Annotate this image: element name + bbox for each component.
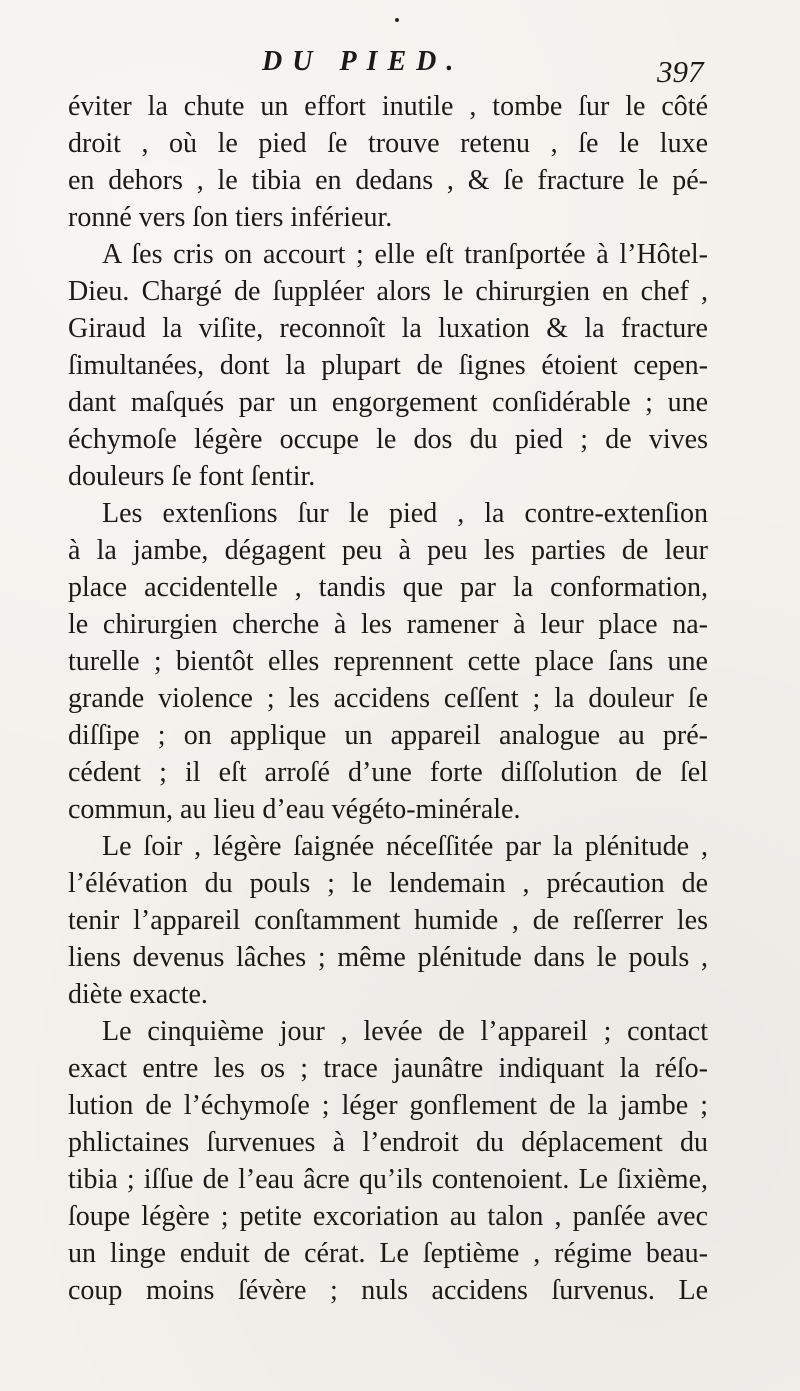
- text-line: l’élévation du pouls ; le lendemain , précaution de: [68, 868, 708, 899]
- text-line: tibia ; iſſue de l’eau âcre qu’ils contenoient. Le ſixième,: [68, 1164, 708, 1195]
- text-line: éviter la chute un effort inutile , tombe ſur le côté: [68, 91, 708, 122]
- text-line: grande violence ; les accidens ceſſent ; la douleur ſe: [68, 683, 708, 714]
- text-line: en dehors , le tibia en dedans , & ſe fracture le pé-: [68, 165, 708, 196]
- text-line: A ſes cris on accourt ; elle eſt tranſportée à l’Hôtel-: [102, 239, 708, 270]
- text-line: dant maſqués par un engorgement conſidérable ; une: [68, 387, 708, 418]
- text-line: ſimultanées, dont la plupart de ſignes étoient cepen-: [68, 350, 708, 381]
- text-line: turelle ; bientôt elles reprennent cette place ſans une: [68, 646, 708, 677]
- text-line: exact entre les os ; trace jaunâtre indiquant la réſo-: [68, 1053, 708, 1084]
- text-line: Le cinquième jour , levée de l’appareil ; contact: [102, 1016, 708, 1047]
- text-line: ſoupe légère ; petite excoriation au talon , panſée avec: [68, 1201, 708, 1232]
- text-line: commun, au lieu d’eau végéto-minérale.: [68, 794, 521, 825]
- text-line: phlictaines ſurvenues à l’endroit du déplacement du: [68, 1127, 708, 1158]
- text-line: tenir l’appareil conſtamment humide , de reſſerrer les: [68, 905, 708, 936]
- text-line: diſſipe ; on applique un appareil analogue au pré-: [68, 720, 708, 751]
- text-line: ronné vers ſon tiers inférieur.: [68, 202, 393, 233]
- text-line: à la jambe, dégagent peu à peu les parties de leur: [68, 535, 708, 566]
- text-line: douleurs ſe font ſentir.: [68, 461, 316, 492]
- text-line: Le ſoir , légère ſaignée néceſſitée par la plénitude ,: [102, 831, 708, 862]
- text-line: diète exacte.: [68, 979, 208, 1010]
- text-line: lution de l’échymoſe ; léger gonflement de la jambe ;: [68, 1090, 708, 1121]
- text-line: un linge enduit de cérat. Le ſeptième , régime beau-: [68, 1238, 708, 1269]
- page-text: [68, 88, 708, 1309]
- text-line: liens devenus lâches ; même plénitude dans le pouls ,: [68, 942, 708, 973]
- text-line: coup moins ſévère ; nuls accidens ſurvenus. Le: [68, 1275, 708, 1306]
- text-line: droit , où le pied ſe trouve retenu , ſe le luxe: [68, 128, 708, 159]
- text-line: Les extenſions ſur le pied , la contre-extenſion: [102, 498, 708, 529]
- page-number: 397: [657, 54, 704, 89]
- text-line: le chirurgien cherche à les ramener à leur place na-: [68, 609, 708, 640]
- running-head: DU PIED.: [262, 46, 464, 77]
- ink-mark: [395, 18, 399, 22]
- text-line: place accidentelle , tandis que par la conformation,: [68, 572, 708, 603]
- text-line: échymoſe légère occupe le dos du pied ; de vives: [68, 424, 708, 455]
- text-line: Dieu. Chargé de ſuppléer alors le chirurgien en chef ,: [68, 276, 708, 307]
- text-line: cédent ; il eſt arroſé d’une forte diſſolution de ſel: [68, 757, 708, 788]
- text-line: Giraud la viſite, reconnoît la luxation & la fracture: [68, 313, 708, 344]
